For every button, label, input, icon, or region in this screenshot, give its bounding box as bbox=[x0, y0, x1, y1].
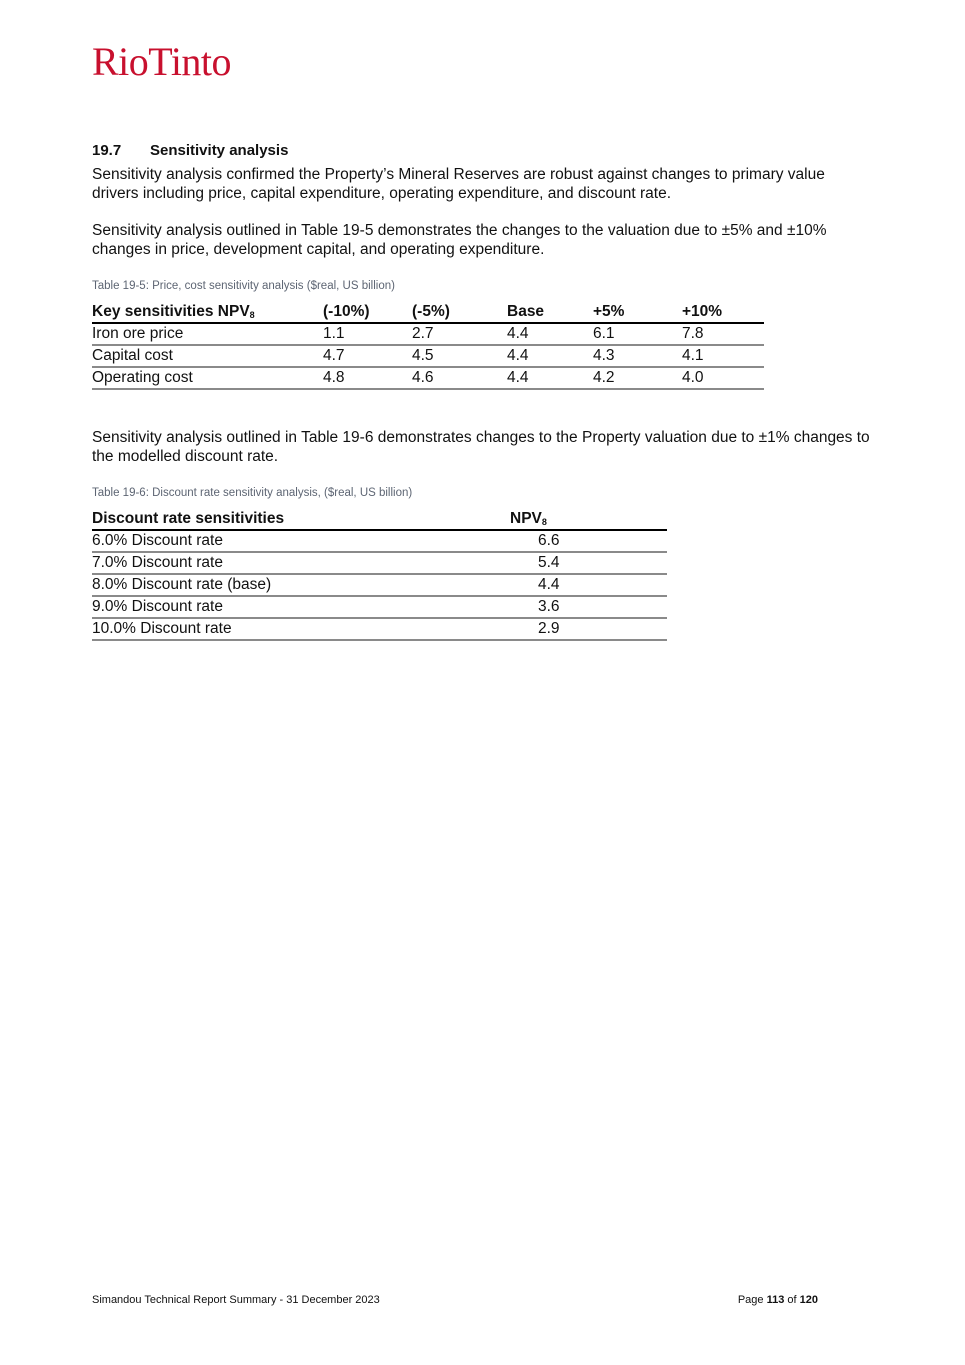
page-footer bbox=[92, 1293, 818, 1307]
header-col: (-5%) bbox=[412, 303, 450, 320]
company-logo: RioTinto bbox=[92, 39, 232, 84]
section-title: Sensitivity analysis bbox=[150, 142, 289, 159]
table-row bbox=[92, 596, 667, 618]
table-row bbox=[92, 367, 764, 389]
table-header-row bbox=[92, 509, 667, 530]
header-discount-rate: Discount rate sensitivities bbox=[92, 510, 285, 527]
row-label: Operating cost bbox=[92, 369, 193, 386]
paragraph-1: Sensitivity analysis confirmed the Property’s Mineral Reserves are robust against changes to primary value drivers including price, capital expenditure, operating expenditure, and discount rate. bbox=[92, 166, 825, 202]
cell: 4.4 bbox=[507, 325, 529, 342]
cell: 5.4 bbox=[538, 554, 560, 571]
cell: 2.7 bbox=[412, 325, 434, 342]
table-row bbox=[92, 530, 667, 552]
cell: 4.2 bbox=[593, 369, 615, 386]
header-col: Base bbox=[507, 303, 545, 320]
row-label: 7.0% Discount rate bbox=[92, 554, 223, 571]
table-19-5 bbox=[92, 302, 764, 390]
table-19-5-caption: Table 19-5: Price, cost sensitivity analysis ($real, US billion) bbox=[92, 280, 395, 292]
cell: 4.8 bbox=[323, 369, 345, 386]
paragraph-3: Sensitivity analysis outlined in Table 19-6 demonstrates changes to the Property valuation due to ±1% changes to the modelled discount rate. bbox=[92, 429, 870, 465]
cell: 2.9 bbox=[538, 620, 560, 637]
cell: 3.6 bbox=[538, 598, 560, 615]
table-row bbox=[92, 618, 667, 640]
section-number: 19.7 bbox=[92, 142, 122, 159]
row-label: 9.0% Discount rate bbox=[92, 598, 223, 615]
header-key-sensitivities: Key sensitivities $NPV_8$ bbox=[92, 303, 255, 320]
table-header-row bbox=[92, 302, 764, 323]
page-number: Page 113 of 120 bbox=[737, 1294, 818, 1306]
table-row bbox=[92, 574, 667, 596]
cell: 4.1 bbox=[682, 347, 704, 364]
footer-document-title: Simandou Technical Report Summary - 31 December 2023 bbox=[92, 1294, 380, 1306]
header-col: (-10%) bbox=[323, 303, 370, 320]
cell: 4.3 bbox=[593, 347, 615, 364]
header-col: +10% bbox=[682, 303, 723, 320]
cell: 4.4 bbox=[507, 369, 529, 386]
row-label: 8.0% Discount rate (base) bbox=[92, 576, 272, 593]
table-19-6 bbox=[92, 509, 667, 641]
cell: 1.1 bbox=[323, 325, 345, 342]
cell: 4.6 bbox=[412, 369, 434, 386]
cell: 4.7 bbox=[323, 347, 345, 364]
row-label: 6.0% Discount rate bbox=[92, 532, 223, 549]
cell: 7.8 bbox=[682, 325, 704, 342]
table-row bbox=[92, 552, 667, 574]
cell: 6.1 bbox=[593, 325, 615, 342]
section-heading bbox=[92, 141, 872, 161]
cell: 4.0 bbox=[682, 369, 704, 386]
paragraph-2: Sensitivity analysis outlined in Table 19-5 demonstrates the changes to the valuation due to ±5% and ±10% changes in price, development capital, and operating expenditure. bbox=[92, 222, 827, 258]
cell: 4.4 bbox=[538, 576, 560, 593]
cell: 4.5 bbox=[412, 347, 434, 364]
header-col: +5% bbox=[593, 303, 625, 320]
table-19-6-caption: Table 19-6: Discount rate sensitivity analysis, ($real, US billion) bbox=[92, 487, 413, 499]
row-label: Iron ore price bbox=[92, 325, 184, 342]
row-label: Capital cost bbox=[92, 347, 173, 364]
cell: 6.6 bbox=[538, 532, 560, 549]
cell: 4.4 bbox=[507, 347, 529, 364]
table-row bbox=[92, 323, 764, 345]
table-row bbox=[92, 345, 764, 367]
row-label: 10.0% Discount rate bbox=[92, 620, 232, 637]
header-npv: $NPV_8$ bbox=[510, 510, 547, 527]
section-19-7 bbox=[92, 141, 872, 641]
